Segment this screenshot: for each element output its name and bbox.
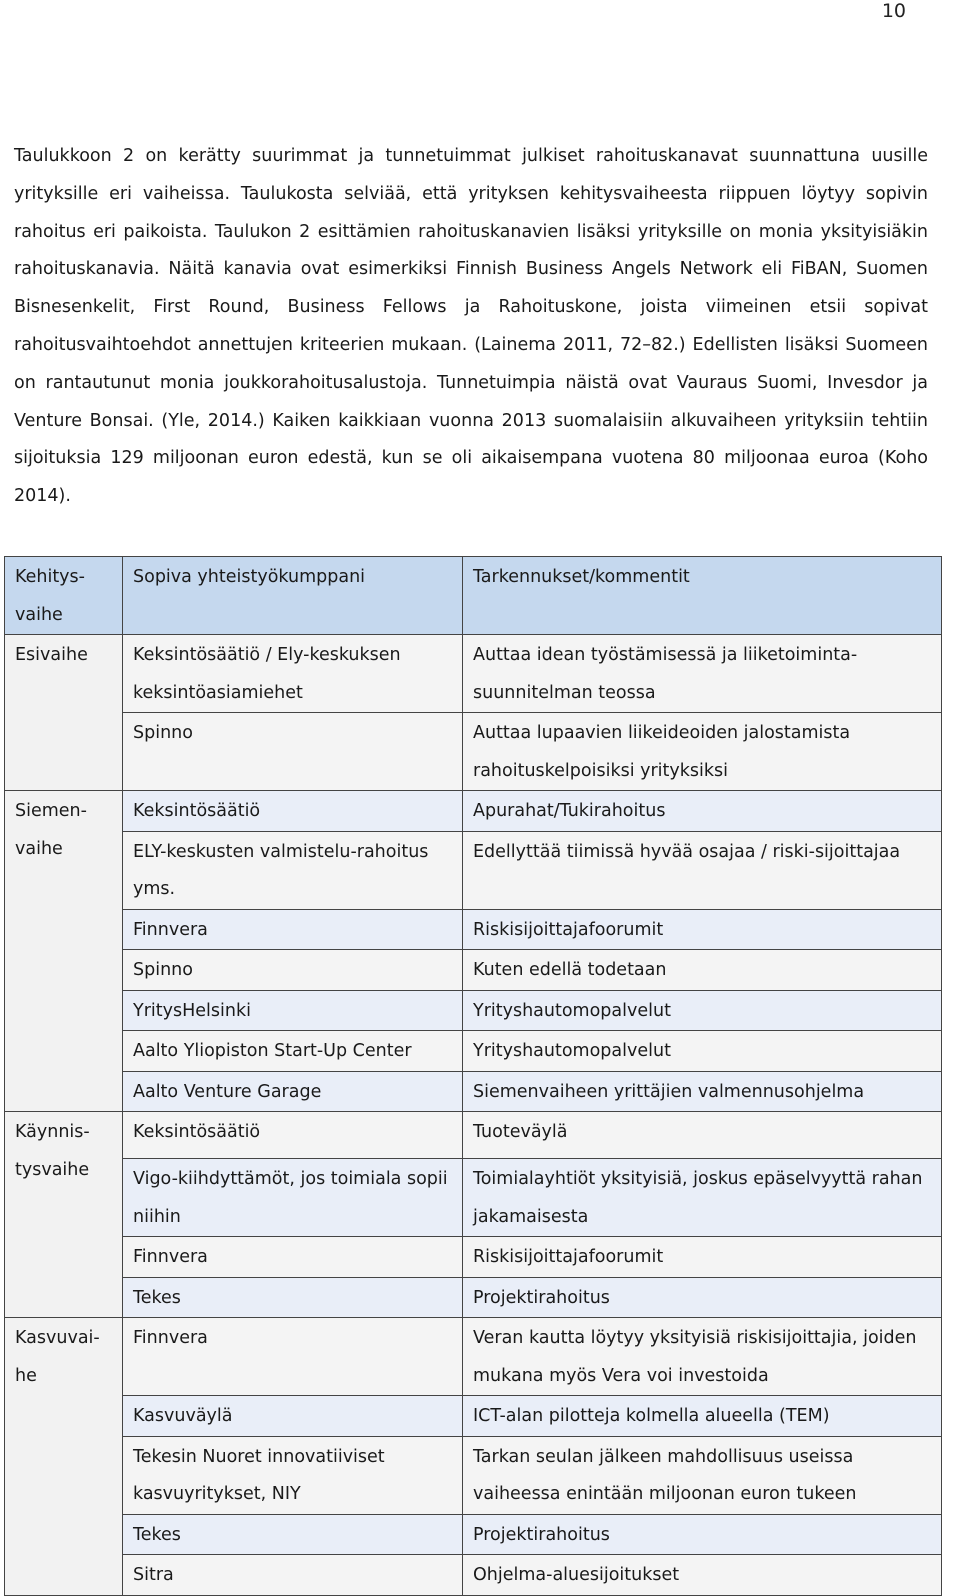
partner-cell: Finnvera — [123, 909, 463, 950]
table-row — [5, 1031, 942, 1072]
partner-cell: Sitra — [123, 1555, 463, 1596]
comment-cell: Projektirahoitus — [463, 1514, 942, 1555]
table-row — [5, 791, 942, 832]
body-paragraph: Taulukkoon 2 on kerätty suurimmat ja tunnetuimmat julkiset rahoituskanavat suunnattuna uusille yrityksille eri vaiheissa. Taulukosta selviää, että yrityksen kehitysvaiheesta riippuen löytyy sopivin rahoitus eri paikoista. Taulukon 2 esittämien rahoituskanavien lisäksi yrityksille on monia yksityisiäkin rahoituskanavia. Näitä kanavia ovat esimerkiksi Finnish Business Angels Network eli FiBAN, Suomen Bisnesenkelit, First Round, Business Fellows ja Rahoituskone, joista viimeinen etsii sopivat rahoitusvaihtoehdot annettujen kriteerien mukaan. (Lainema 2011, 72–82.) Edellisten lisäksi Suomeen on rantautunut monia joukkorahoitusalustoja. Tunnetuimpia näistä ovat Vauraus Suomi, Invesdor ja Venture Bonsai. (Yle, 2014.) Kaiken kaikkiaan vuonna 2013 suomalaisiin alkuvaiheen yrityksiin tehtiin sijoituksia 129 miljoonan euron edestä, kun se oli aikaisempana vuotena 80 miljoonaa euroa (Koho 2014). — [14, 146, 928, 507]
table-row — [5, 831, 942, 909]
stage-cell-kaynnistysvaihe: Käynnis-tysvaihe — [5, 1112, 123, 1318]
comment-cell: Ohjelma-aluesijoitukset — [463, 1555, 942, 1596]
stage-cell-esivaihe: Esivaihe — [5, 635, 123, 791]
comment-cell: Projektirahoitus — [463, 1277, 942, 1318]
partner-cell: Aalto Venture Garage — [123, 1071, 463, 1112]
partner-cell: Kasvuväylä — [123, 1396, 463, 1437]
stage-cell-siemenvaihe: Siemen-vaihe — [5, 791, 123, 1112]
partner-cell: Aalto Yliopiston Start-Up Center — [123, 1031, 463, 1072]
partner-cell: Spinno — [123, 950, 463, 991]
table-row — [5, 1396, 942, 1437]
header-comment: Tarkennukset/kommentit — [463, 557, 942, 635]
partner-cell: Tekes — [123, 1277, 463, 1318]
partner-cell: Keksintösäätiö — [123, 791, 463, 832]
partner-cell: Finnvera — [123, 1237, 463, 1278]
comment-cell: Apurahat/Tukirahoitus — [463, 791, 942, 832]
comment-cell: Toimialayhtiöt yksityisiä, joskus epäselvyyttä rahan jakamaisesta — [463, 1159, 942, 1237]
comment-cell: Yrityshautomopalvelut — [463, 1031, 942, 1072]
header-stage: Kehitys-vaihe — [5, 557, 123, 635]
table-row — [5, 635, 942, 713]
stage-cell-kasvuvaihe: Kasvuvai-he — [5, 1318, 123, 1596]
comment-cell: Edellyttää tiimissä hyvää osajaa / riski-sijoittajaa — [463, 831, 942, 909]
partner-cell: Tekesin Nuoret innovatiiviset kasvuyritykset, NIY — [123, 1436, 463, 1514]
table-row — [5, 1277, 942, 1318]
comment-cell: Auttaa lupaavien liikeideoiden jalostamista rahoituskelpoisiksi yrityksiksi — [463, 713, 942, 791]
table-row — [5, 1436, 942, 1514]
partner-cell: Finnvera — [123, 1318, 463, 1396]
partner-cell: Keksintösäätiö — [123, 1112, 463, 1159]
page-number: 10 — [881, 0, 906, 22]
table-row — [5, 713, 942, 791]
comment-cell: Riskisijoittajafoorumit — [463, 909, 942, 950]
comment-cell: ICT-alan pilotteja kolmella alueella (TEM) — [463, 1396, 942, 1437]
table-row — [5, 1112, 942, 1159]
comment-cell: Tuoteväylä — [463, 1112, 942, 1159]
partner-cell: YritysHelsinki — [123, 990, 463, 1031]
comment-cell: Riskisijoittajafoorumit — [463, 1237, 942, 1278]
table-row — [5, 1555, 942, 1596]
table-row — [5, 909, 942, 950]
table-row — [5, 1237, 942, 1278]
partner-cell: Spinno — [123, 713, 463, 791]
table-row — [5, 950, 942, 991]
comment-cell: Veran kautta löytyy yksityisiä riskisijoittajia, joiden mukana myös Vera voi investoida — [463, 1318, 942, 1396]
comment-cell: Siemenvaiheen yrittäjien valmennusohjelma — [463, 1071, 942, 1112]
table-row — [5, 1071, 942, 1112]
table-row — [5, 1514, 942, 1555]
partner-cell: Tekes — [123, 1514, 463, 1555]
comment-cell: Kuten edellä todetaan — [463, 950, 942, 991]
comment-cell: Yrityshautomopalvelut — [463, 990, 942, 1031]
funding-channels-table — [4, 556, 942, 1596]
table-row — [5, 1159, 942, 1237]
table-header-row — [5, 557, 942, 635]
partner-cell: Keksintösäätiö / Ely-keskuksen keksintöasiamiehet — [123, 635, 463, 713]
partner-cell: ELY-keskusten valmistelu-rahoitus yms. — [123, 831, 463, 909]
table-row — [5, 990, 942, 1031]
comment-cell: Tarkan seulan jälkeen mahdollisuus useissa vaiheessa enintään miljoonan euron tukeen — [463, 1436, 942, 1514]
table-row — [5, 1318, 942, 1396]
partner-cell: Vigo-kiihdyttämöt, jos toimiala sopii niihin — [123, 1159, 463, 1237]
header-partner: Sopiva yhteistyökumppani — [123, 557, 463, 635]
comment-cell: Auttaa idean työstämisessä ja liiketoiminta-suunnitelman teossa — [463, 635, 942, 713]
